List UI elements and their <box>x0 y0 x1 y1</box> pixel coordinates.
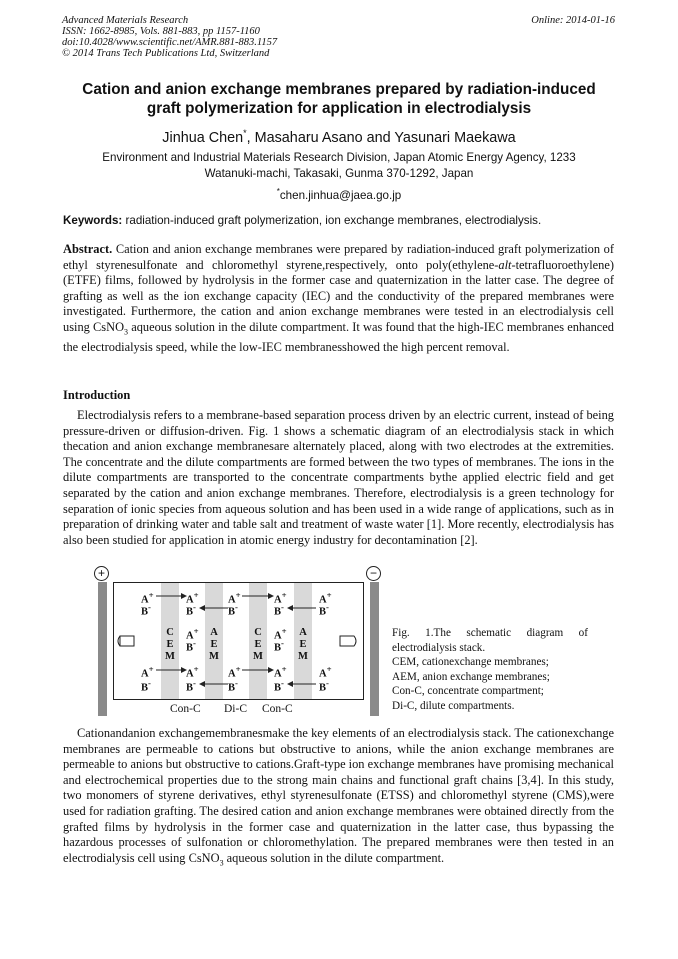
ion-b-7: B- <box>186 678 196 694</box>
doi-line: doi:10.4028/www.scientific.net/AMR.881-883.1157 <box>62 37 278 48</box>
ion-a-7: A+ <box>186 664 199 680</box>
intro-paragraph-2 <box>63 726 614 871</box>
affiliation-line-1: Environment and Industrial Materials Research Division, Japan Atomic Energy Agency, 1233 <box>102 151 576 164</box>
affiliation-line-2: Watanuki-machi, Takasaki, Gunma 370-1292, Japan <box>204 166 474 180</box>
caption-aem: AEM, anion exchange membranes; <box>392 670 550 683</box>
keywords <box>63 213 616 228</box>
ion-a-5: A+ <box>319 590 332 606</box>
ion-a-6: A+ <box>141 664 154 680</box>
ion-b-mid-2: B- <box>274 638 284 654</box>
ion-a-8: A+ <box>228 664 241 680</box>
journal-header <box>62 15 277 59</box>
aem-label-2: A E M <box>298 627 308 662</box>
caption-title: Fig. 1.The schematic diagram of electrodialysis stack. <box>392 627 588 654</box>
figure-1-diagram <box>96 566 386 721</box>
compartment-label-3: Con-C <box>262 703 293 715</box>
journal-name: Advanced Materials Research <box>62 15 189 26</box>
figure-1-caption <box>392 626 588 714</box>
cem-label-2: C E M <box>253 627 263 662</box>
para2-sub: 3 <box>219 858 224 868</box>
email-mark: * <box>276 187 280 196</box>
ion-b-2: B- <box>186 602 196 618</box>
ion-b-mid-1: B- <box>186 638 196 654</box>
ion-a-mid-1: A+ <box>186 626 199 642</box>
email-address: chen.jinhua@jaea.go.jp <box>279 188 402 202</box>
ion-b-10: B- <box>319 678 329 694</box>
affiliation <box>0 150 678 181</box>
title-line-2: graft polymerization for application in electrodialysis <box>146 100 532 117</box>
keywords-label: Keywords: <box>63 214 123 227</box>
cem-label-1: C E M <box>165 627 175 662</box>
email <box>0 187 678 202</box>
ion-b-1: B- <box>141 602 151 618</box>
ion-arrows <box>96 566 386 721</box>
para2-text-a: Cationandanion exchangemembranesmake the key elements of an electrodialysis stack. The cationexchange membranes are permeable to cations but obstructive to anions, while the anion exchange membranes are permeable to anions but obstructive to cations.Graft-type ion exchange membranes have promising mechanical and electrochemical properties due to the strong main chains and functional graft chains [3,4]. In this study, two monomers of styrene derivatives, ethyl styrenesulfonate (ETSS) and chloromethyl styrene (CMS),were used for radiation grafting. The desired cation and anion exchange membranes were obtained directly from the grafted films by hydrolysis in the former case and quaternization in the latter case, thus bypassing the hazardous processes of sulfonation or chloromethylation. The prepared membranes were then tested in an electrodialysis cell using CsNO <box>63 726 614 865</box>
ion-a-mid-2: A+ <box>274 626 287 642</box>
ion-a-1: A+ <box>141 590 154 606</box>
issn-line: ISSN: 1662-8985, Vols. 881-883, pp 1157-1160 <box>62 26 260 37</box>
online-date: Online: 2014-01-16 <box>531 15 615 26</box>
title-line-1: Cation and anion exchange membranes prepared by radiation-induced <box>82 81 596 98</box>
ion-a-9: A+ <box>274 664 287 680</box>
copyright-line: © 2014 Trans Tech Publications Ltd, Switzerland <box>62 48 270 59</box>
compartment-label-1: Con-C <box>170 703 201 715</box>
caption-dilute: Di-C, dilute compartments. <box>392 699 515 712</box>
ion-b-5: B- <box>319 602 329 618</box>
compartment-label-2: Di-C <box>224 703 247 715</box>
ion-a-10: A+ <box>319 664 332 680</box>
abstract-label: Abstract. <box>63 242 113 256</box>
ion-b-8: B- <box>228 678 238 694</box>
abstract <box>63 242 614 356</box>
intro-paragraph-1: Electrodialysis refers to a membrane-based separation process driven by an electric current, instead of being pressure-driven or diffusion-driven. Fig. 1 shows a schematic diagram of an electrodialysis stack in which thecation and anion exchange membranesare alternately placed, along with two electrodes at the extremities. The concentrate and the dilute compartments are formed between the two types of membranes. The ions in the dilute compartments are transported to the concentrate compartments bythe applied electric field and get separated by the cation and anion exchange membranes. Therefore, electrodialysis is a green technology for separation of ionic species from aqueous solution and has been used in a wide range of applications, such as in preparation of drinking water and table salt and treatment of waste water [1]. More recently, electrodialysis has also been studied for application in atomic energy industry for decontamination [2]. <box>63 408 614 547</box>
anode-symbol: + <box>94 566 109 581</box>
author-rest: , Masaharu Asano and Yasunari Maekawa <box>246 129 516 146</box>
ion-b-9: B- <box>274 678 284 694</box>
ion-a-3: A+ <box>228 590 241 606</box>
abstract-text-1: Cation and anion exchange membranes were prepared by radiation-induced graft polymerization of ethyl styrenesulfonate and chloromethyl styrene,respectively, onto poly(ethylene- <box>63 242 614 272</box>
ion-a-2: A+ <box>186 590 199 606</box>
abstract-alt: alt <box>498 257 512 272</box>
keywords-text: radiation-induced graft polymerization, ion exchange membranes, electrodialysis. <box>125 214 542 227</box>
para2-text-b: aqueous solution in the dilute compartment. <box>223 850 445 865</box>
anode-compartment-symbol <box>118 636 134 646</box>
author-first: Jinhua Chen <box>162 129 244 146</box>
aem-label-1: A E M <box>209 627 219 662</box>
abstract-text-3: aqueous solution in the dilute compartment. It was found that the high-IEC membranes enhanced the electrodialysis speed, while the low-IEC membranesshowed the high percent removal. <box>63 319 614 355</box>
paper-title <box>0 80 678 118</box>
corresponding-mark: * <box>243 128 247 138</box>
ion-a-4: A+ <box>274 590 287 606</box>
cathode-compartment-symbol <box>340 636 356 646</box>
abstract-text-2: -tetrafluoroethylene) (ETFE) films, followed by hydrolysis in the former case and quaternization in the latter case. The degree of grafting as well as the ion exchange capacity (IEC) and the conductivity of the prepared membranes were investigated. Furthermore, the cation and anion exchange membranes were tested in an electrodialysis cell using CsNO <box>63 257 614 334</box>
introduction-heading: Introduction <box>63 388 131 402</box>
ion-b-6: B- <box>141 678 151 694</box>
authors <box>0 124 678 147</box>
caption-cem: CEM, cationexchange membranes; <box>392 656 549 669</box>
cathode-symbol: − <box>366 566 381 581</box>
caption-conc: Con-C, concentrate compartment; <box>392 685 544 698</box>
ion-b-4: B- <box>274 602 284 618</box>
ion-b-3: B- <box>228 602 238 618</box>
abstract-sub: 3 <box>124 327 129 337</box>
